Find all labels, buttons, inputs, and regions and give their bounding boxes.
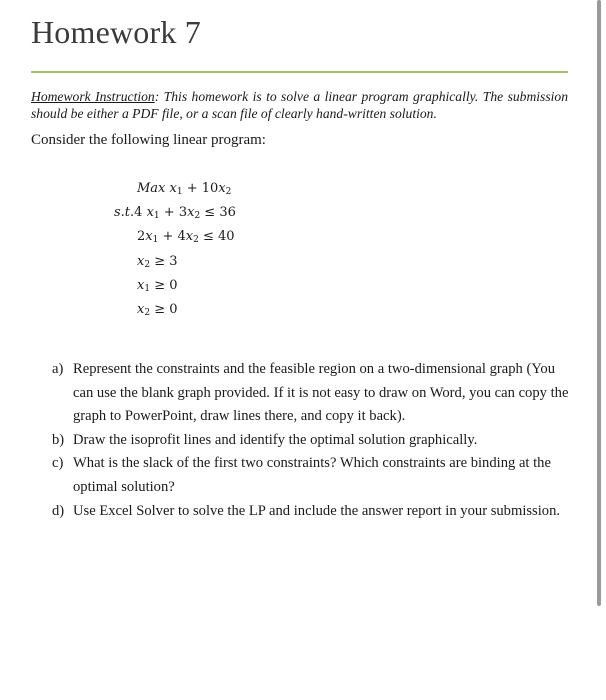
vertical-scrollbar[interactable] <box>597 0 601 606</box>
title-divider <box>31 71 568 73</box>
lp-var: x <box>169 181 177 196</box>
lp-op: + 4 <box>158 229 186 244</box>
question-label: c) <box>52 455 64 471</box>
question-item <box>52 503 572 520</box>
lp-var: x <box>146 205 154 220</box>
question-text: What is the slack of the first two constraints? Which constraints are binding at the optimal solution? <box>73 455 551 495</box>
question-item <box>52 452 572 499</box>
question-label: d) <box>52 503 65 519</box>
lp-rhs: ≥ 3 <box>150 254 178 269</box>
question-item <box>52 358 572 429</box>
homework-instruction <box>31 88 568 122</box>
lp-sub: 1 <box>153 211 160 221</box>
lp-rhs: ≤ 36 <box>200 205 236 220</box>
question-text: Draw the isoprofit lines and identify the optimal solution graphically. <box>73 431 478 448</box>
lp-sub: 2 <box>193 235 199 245</box>
lp-sub: 2 <box>194 211 201 221</box>
lp-constraint-3 <box>137 254 178 270</box>
lp-rhs: ≥ 0 <box>150 278 178 293</box>
lp-sub: 1 <box>176 187 183 197</box>
lp-coef: 2 <box>137 229 146 244</box>
lp-objective <box>137 181 231 197</box>
lp-sub: 2 <box>144 308 151 318</box>
question-label: a) <box>52 361 64 377</box>
lp-var: x <box>137 254 145 269</box>
lp-sub: 2 <box>144 260 151 270</box>
lp-var: x <box>137 302 145 317</box>
lp-var: x <box>187 205 195 220</box>
lp-max-keyword: Max <box>137 181 170 196</box>
lp-st-label: s.t. <box>114 205 135 220</box>
lp-constraint-4 <box>137 278 178 294</box>
lp-rhs: ≥ 0 <box>150 302 178 317</box>
question-text: Represent the constraints and the feasible region on a two-dimensional graph (You can use the blank graph provided. If it is not easy to draw on Word, you can copy the graph to PowerPoint, draw lines there, and copy it back). <box>73 361 569 424</box>
lp-sub: 1 <box>152 235 159 245</box>
instruction-lead: Homework Instruction <box>31 89 155 104</box>
lp-sub: 2 <box>225 187 232 197</box>
lp-var: x <box>145 229 153 244</box>
lp-rhs: ≤ 40 <box>198 229 235 244</box>
lp-constraint-5 <box>137 302 178 318</box>
lp-op: + 10 <box>182 181 219 196</box>
lp-op: + 3 <box>159 205 188 220</box>
instruction-text: This homework is to solve a linear program graphically. The submission should be either a PDF file, or a scan file of clearly hand-written solution. <box>31 89 568 121</box>
instruction-colon: : <box>154 89 160 104</box>
question-label: b) <box>52 431 65 448</box>
lp-constraint-2 <box>137 229 235 245</box>
lp-var: x <box>137 278 145 293</box>
lp-coef: 4 <box>134 205 147 220</box>
page-title: Homework 7 <box>31 14 201 50</box>
question-list <box>52 358 572 520</box>
question-text: Use Excel Solver to solve the LP and include the answer report in your submission. <box>73 503 561 519</box>
question-item <box>52 429 572 453</box>
lp-var: x <box>185 229 194 244</box>
consider-text: Consider the following linear program: <box>31 132 266 148</box>
lp-constraint-1 <box>114 205 236 221</box>
lp-sub: 1 <box>144 284 151 294</box>
lp-var: x <box>218 181 226 196</box>
